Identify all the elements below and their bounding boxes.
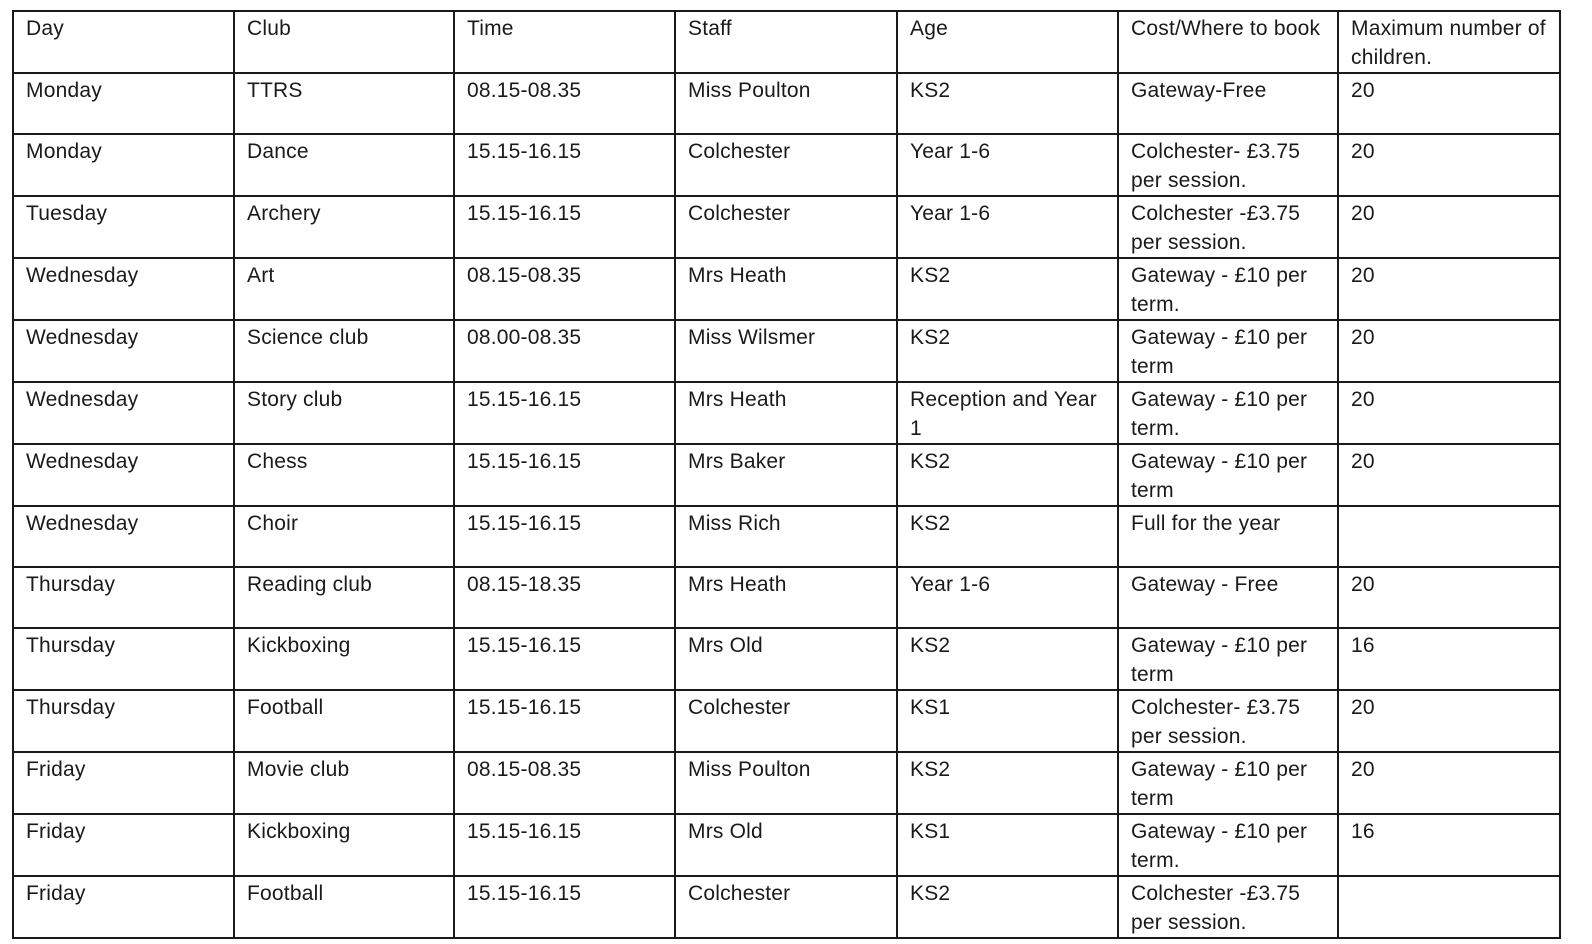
time-cell: 08.15-08.35 bbox=[454, 752, 675, 814]
day-cell: Wednesday bbox=[13, 320, 234, 382]
day-cell: Monday bbox=[13, 134, 234, 196]
club-cell: Dance bbox=[234, 134, 454, 196]
table-row bbox=[13, 876, 1560, 938]
max-children-cell: 20 bbox=[1338, 752, 1560, 814]
table-row bbox=[13, 196, 1560, 258]
time-cell: 15.15-16.15 bbox=[454, 134, 675, 196]
header-age: Age bbox=[897, 11, 1118, 73]
cost-cell: Colchester- £3.75 per session. bbox=[1118, 690, 1338, 752]
table-row bbox=[13, 814, 1560, 876]
day-cell: Thursday bbox=[13, 690, 234, 752]
time-cell: 15.15-16.15 bbox=[454, 506, 675, 567]
time-cell: 08.15-18.35 bbox=[454, 567, 675, 628]
cost-cell: Full for the year bbox=[1118, 506, 1338, 567]
age-cell: Reception and Year 1 bbox=[897, 382, 1118, 444]
max-children-cell: 20 bbox=[1338, 567, 1560, 628]
time-cell: 15.15-16.15 bbox=[454, 382, 675, 444]
club-cell: Movie club bbox=[234, 752, 454, 814]
max-children-cell: 20 bbox=[1338, 320, 1560, 382]
max-children-cell: 20 bbox=[1338, 690, 1560, 752]
day-cell: Tuesday bbox=[13, 196, 234, 258]
header-staff: Staff bbox=[675, 11, 897, 73]
time-cell: 08.00-08.35 bbox=[454, 320, 675, 382]
staff-cell: Mrs Heath bbox=[675, 258, 897, 320]
age-cell: KS2 bbox=[897, 752, 1118, 814]
age-cell: Year 1-6 bbox=[897, 196, 1118, 258]
table-body bbox=[13, 73, 1560, 938]
time-cell: 08.15-08.35 bbox=[454, 258, 675, 320]
age-cell: KS2 bbox=[897, 506, 1118, 567]
club-cell: Football bbox=[234, 690, 454, 752]
max-children-cell: 20 bbox=[1338, 73, 1560, 134]
day-cell: Friday bbox=[13, 876, 234, 938]
time-cell: 15.15-16.15 bbox=[454, 814, 675, 876]
club-cell: Kickboxing bbox=[234, 814, 454, 876]
club-cell: Choir bbox=[234, 506, 454, 567]
cost-cell: Gateway - £10 per term. bbox=[1118, 258, 1338, 320]
club-cell: TTRS bbox=[234, 73, 454, 134]
day-cell: Friday bbox=[13, 814, 234, 876]
header-maximum-children: Maximum number of children. bbox=[1338, 11, 1560, 73]
time-cell: 15.15-16.15 bbox=[454, 876, 675, 938]
max-children-cell bbox=[1338, 876, 1560, 938]
table-row bbox=[13, 382, 1560, 444]
age-cell: KS2 bbox=[897, 628, 1118, 690]
table-row bbox=[13, 752, 1560, 814]
club-cell: Science club bbox=[234, 320, 454, 382]
header-club: Club bbox=[234, 11, 454, 73]
day-cell: Thursday bbox=[13, 567, 234, 628]
age-cell: KS1 bbox=[897, 814, 1118, 876]
cost-cell: Colchester -£3.75 per session. bbox=[1118, 196, 1338, 258]
table-row bbox=[13, 690, 1560, 752]
max-children-cell: 20 bbox=[1338, 134, 1560, 196]
age-cell: KS2 bbox=[897, 73, 1118, 134]
table-row bbox=[13, 506, 1560, 567]
staff-cell: Mrs Old bbox=[675, 628, 897, 690]
club-cell: Art bbox=[234, 258, 454, 320]
day-cell: Wednesday bbox=[13, 444, 234, 506]
header-time: Time bbox=[454, 11, 675, 73]
table-row bbox=[13, 258, 1560, 320]
day-cell: Wednesday bbox=[13, 258, 234, 320]
staff-cell: Miss Poulton bbox=[675, 73, 897, 134]
table-row bbox=[13, 444, 1560, 506]
staff-cell: Miss Wilsmer bbox=[675, 320, 897, 382]
cost-cell: Colchester- £3.75 per session. bbox=[1118, 134, 1338, 196]
table-row bbox=[13, 567, 1560, 628]
max-children-cell: 20 bbox=[1338, 382, 1560, 444]
time-cell: 08.15-08.35 bbox=[454, 73, 675, 134]
age-cell: Year 1-6 bbox=[897, 134, 1118, 196]
cost-cell: Gateway - £10 per term bbox=[1118, 628, 1338, 690]
staff-cell: Mrs Heath bbox=[675, 382, 897, 444]
club-cell: Archery bbox=[234, 196, 454, 258]
age-cell: Year 1-6 bbox=[897, 567, 1118, 628]
cost-cell: Gateway - £10 per term. bbox=[1118, 382, 1338, 444]
table-header-row bbox=[13, 11, 1560, 73]
table-row bbox=[13, 320, 1560, 382]
club-cell: Reading club bbox=[234, 567, 454, 628]
table-row bbox=[13, 134, 1560, 196]
staff-cell: Mrs Heath bbox=[675, 567, 897, 628]
cost-cell: Gateway - £10 per term bbox=[1118, 320, 1338, 382]
day-cell: Friday bbox=[13, 752, 234, 814]
header-cost-where-to-book: Cost/Where to book bbox=[1118, 11, 1338, 73]
day-cell: Thursday bbox=[13, 628, 234, 690]
time-cell: 15.15-16.15 bbox=[454, 444, 675, 506]
age-cell: KS2 bbox=[897, 444, 1118, 506]
cost-cell: Gateway-Free bbox=[1118, 73, 1338, 134]
cost-cell: Gateway - £10 per term bbox=[1118, 752, 1338, 814]
table-row bbox=[13, 628, 1560, 690]
staff-cell: Colchester bbox=[675, 690, 897, 752]
time-cell: 15.15-16.15 bbox=[454, 628, 675, 690]
cost-cell: Gateway - £10 per term bbox=[1118, 444, 1338, 506]
staff-cell: Mrs Old bbox=[675, 814, 897, 876]
max-children-cell: 20 bbox=[1338, 444, 1560, 506]
staff-cell: Miss Poulton bbox=[675, 752, 897, 814]
club-cell: Story club bbox=[234, 382, 454, 444]
club-cell: Kickboxing bbox=[234, 628, 454, 690]
staff-cell: Colchester bbox=[675, 134, 897, 196]
clubs-timetable bbox=[12, 10, 1561, 939]
max-children-cell: 16 bbox=[1338, 628, 1560, 690]
day-cell: Monday bbox=[13, 73, 234, 134]
staff-cell: Mrs Baker bbox=[675, 444, 897, 506]
day-cell: Wednesday bbox=[13, 382, 234, 444]
staff-cell: Colchester bbox=[675, 876, 897, 938]
day-cell: Wednesday bbox=[13, 506, 234, 567]
max-children-cell bbox=[1338, 506, 1560, 567]
max-children-cell: 20 bbox=[1338, 258, 1560, 320]
time-cell: 15.15-16.15 bbox=[454, 690, 675, 752]
time-cell: 15.15-16.15 bbox=[454, 196, 675, 258]
staff-cell: Colchester bbox=[675, 196, 897, 258]
club-cell: Chess bbox=[234, 444, 454, 506]
header-day: Day bbox=[13, 11, 234, 73]
max-children-cell: 20 bbox=[1338, 196, 1560, 258]
cost-cell: Gateway - Free bbox=[1118, 567, 1338, 628]
cost-cell: Colchester -£3.75 per session. bbox=[1118, 876, 1338, 938]
table-row bbox=[13, 73, 1560, 134]
cost-cell: Gateway - £10 per term. bbox=[1118, 814, 1338, 876]
club-cell: Football bbox=[234, 876, 454, 938]
age-cell: KS2 bbox=[897, 876, 1118, 938]
staff-cell: Miss Rich bbox=[675, 506, 897, 567]
age-cell: KS2 bbox=[897, 258, 1118, 320]
age-cell: KS1 bbox=[897, 690, 1118, 752]
max-children-cell: 16 bbox=[1338, 814, 1560, 876]
age-cell: KS2 bbox=[897, 320, 1118, 382]
